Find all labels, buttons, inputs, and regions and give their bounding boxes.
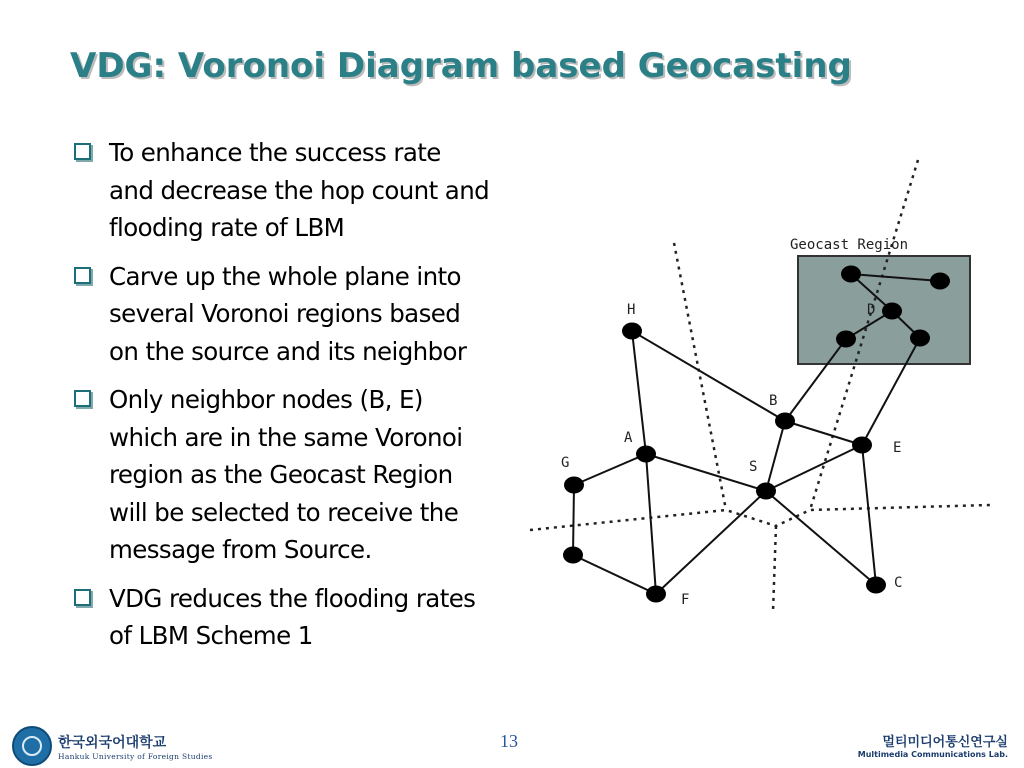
- bullet-item: [74, 258, 574, 371]
- node-a: [636, 446, 656, 463]
- node-f: [646, 586, 666, 603]
- university-logo-block: [12, 726, 213, 766]
- edge-a-g: [574, 454, 646, 485]
- voronoi-boundary: [773, 526, 776, 612]
- bullet-text: To enhance the success rate and decrease the hop count and flooding rate of LBM: [109, 138, 490, 242]
- bullet-text: Only neighbor nodes (B, E) which are in the same Voronoi region as the Geocast Region will be selected to receive the message from Source.: [109, 385, 463, 564]
- bullet-text: VDG reduces the flooding rates of LBM Scheme 1: [109, 583, 476, 650]
- lab-name-english: Multimedia Communications Lab.: [857, 750, 1008, 759]
- bullet-list: [74, 134, 574, 666]
- node-label-h: H: [627, 302, 636, 318]
- voronoi-boundaries: [530, 160, 990, 612]
- voronoi-boundary: [530, 505, 990, 530]
- edge-h-b: [632, 331, 785, 421]
- voronoi-network-diagram: [520, 150, 1000, 620]
- node-c: [866, 577, 886, 594]
- page-number: 13: [500, 731, 518, 751]
- geocast-region-label: Geocast Region: [790, 237, 909, 253]
- bullet-item: [74, 580, 574, 655]
- node-region-3: [836, 331, 856, 348]
- edge-f-s: [656, 491, 766, 594]
- node-label-d: D: [867, 302, 876, 318]
- node-e: [852, 437, 872, 454]
- node-unlabeled: [563, 547, 583, 564]
- node-label-c: C: [894, 575, 903, 591]
- edge-s-e: [766, 445, 862, 491]
- lab-name-block: [858, 731, 1008, 759]
- node-label-a: A: [624, 430, 633, 446]
- node-region-4: [910, 330, 930, 347]
- edge-e-c: [862, 445, 876, 585]
- bullet-item: [74, 381, 574, 569]
- edge-a-s: [646, 454, 766, 491]
- node-label-e: E: [893, 440, 902, 456]
- node-h: [622, 323, 642, 340]
- lab-name-korean: 멀티미디어통신연구실: [882, 735, 1008, 750]
- university-name: [58, 732, 213, 761]
- bullet-text: Carve up the whole plane into several Voronoi regions based on the source and its neighbor: [109, 261, 467, 366]
- university-name-english: Hankuk University of Foreign Studies: [58, 751, 213, 761]
- node-label-f: F: [681, 592, 690, 608]
- hollow-square-bullet-icon: [74, 390, 91, 407]
- bullet-item: [74, 134, 574, 247]
- edge-g-g2: [573, 485, 574, 555]
- university-seal-icon: [12, 726, 52, 766]
- hollow-square-bullet-icon: [74, 589, 91, 606]
- edge-b-s: [766, 421, 785, 491]
- node-d: [882, 303, 902, 320]
- node-b: [775, 413, 795, 430]
- university-name-korean: 한국외국어대학교: [58, 734, 167, 751]
- node-label-g: G: [561, 455, 570, 471]
- edge-b-e: [785, 421, 862, 445]
- network-nodes: [563, 266, 950, 603]
- node-label-b: B: [769, 393, 778, 409]
- edge-s-c: [766, 491, 876, 585]
- node-region-1: [841, 266, 861, 283]
- edge-g2-f: [573, 555, 656, 594]
- node-g: [564, 477, 584, 494]
- hollow-square-bullet-icon: [74, 143, 91, 160]
- node-region-2: [930, 273, 950, 290]
- edge-h-a: [632, 331, 646, 454]
- hollow-square-bullet-icon: [74, 267, 91, 284]
- node-s: [756, 483, 776, 500]
- edge-a-f: [646, 454, 656, 594]
- node-label-s: S: [749, 459, 758, 475]
- slide-title: VDG: Voronoi Diagram based Geocasting: [70, 46, 852, 86]
